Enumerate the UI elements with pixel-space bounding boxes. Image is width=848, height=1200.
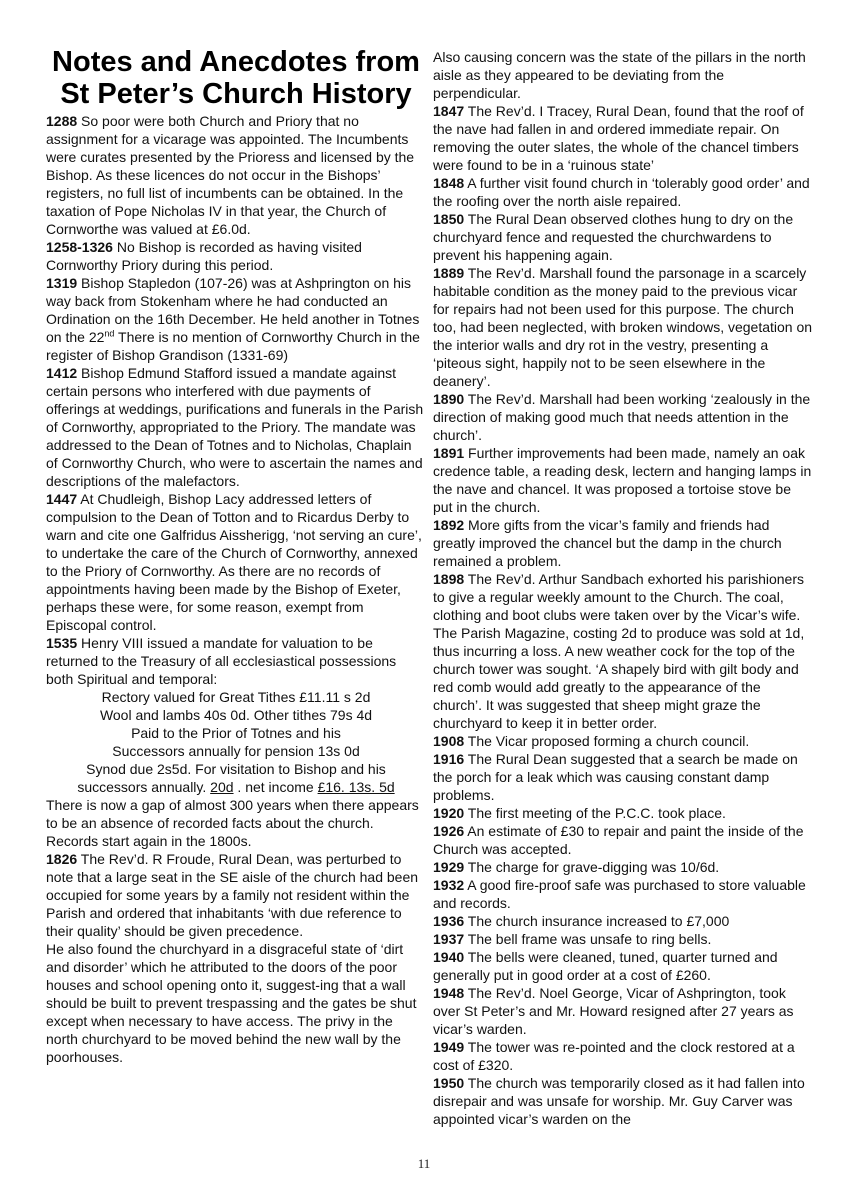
entry-1937 (433, 930, 813, 948)
entry-1929 (433, 858, 813, 876)
entry-year: 1936 (433, 913, 465, 929)
entry-text: More gifts from the vicar’s family and friends had greatly improved the chancel but the damp in the church remained a problem. (433, 517, 782, 569)
valuation-line-6 (46, 778, 426, 796)
entry-text: The Rural Dean observed clothes hung to dry on the churchyard fence and requested the churchwardens to prevent his happening again. (433, 211, 794, 263)
entry-year: 1950 (433, 1075, 465, 1091)
entry-1258-1326 (46, 238, 426, 274)
entry-text: The Rural Dean suggested that a search be made on the porch for a leak which was causing constant damp problems. (433, 751, 798, 803)
entry-year: 1948 (433, 985, 465, 1001)
entry-text: Bishop Edmund Stafford issued a mandate against certain persons who interfered with due payments of offerings at weddings, purifications and funerals in the Parish of Cornworthy, appropriated to the Priory. The mandate was addressed to the Dean of Totnes and to Nicholas, Chaplain of Cornworthy Church, who were to ascertain the names and descriptions of the malefactors. (46, 365, 424, 489)
entry-text: The bell frame was unsafe to ring bells. (464, 931, 712, 947)
superscript: nd (104, 328, 115, 339)
valuation-line-4: Successors annually for pension 13s 0d (112, 743, 360, 759)
left-column (46, 46, 426, 1066)
entry-text: The Rev’d. I Tracey, Rural Dean, found that the roof of the nave had fallen in and ordered immediate repair. On removing the outer slates, the whole of the chancel timbers were found to be in a ‘ruinous state’ (433, 103, 804, 173)
entry-1908 (433, 732, 813, 750)
entry-text: The Rev’d. Marshall had been working ‘zealously in the direction of making good much that needs attention in the church’. (433, 391, 811, 443)
entry-1932 (433, 876, 813, 912)
entry-1916 (433, 750, 813, 804)
valuation-amount: 20d (210, 779, 234, 795)
entry-1926 (433, 822, 813, 858)
net-income-amount: £16. 13s. 5d (317, 779, 395, 795)
entry-text: The Vicar proposed forming a church council. (464, 733, 750, 749)
entry-text: The Rev’d. Noel George, Vicar of Ashprington, took over St Peter’s and Mr. Howard resigned after 27 years as vicar’s warden. (433, 985, 794, 1037)
page-number: 11 (417, 1156, 431, 1171)
entry-1847 (433, 102, 813, 174)
entry-text: So poor were both Church and Priory that no assignment for a vicarage was appointed. The Incumbents were curates presented by the Prioress and licensed by the Bishop. As these licences do not occur in the Bishops’ registers, no full list of incumbents can be obtained. In the taxation of Pope Nicholas IV in that year, the Church of Cornworthe was valued at £6.0d. (46, 113, 415, 237)
entry-1898 (433, 570, 813, 732)
page-title (46, 46, 426, 110)
entry-year: 1890 (433, 391, 465, 407)
valuation-text: . net income (233, 779, 318, 795)
entry-text: At Chudleigh, Bishop Lacy addressed letters of compulsion to the Dean of Totton and to Ricardus Derby to warn and cite one Galfridus Aissherigg, ‘not serving an cure’, to undertake the care of the Church of Cornworthy, annexed to the Priory of Cornworthy. As there are no records of appointments having been made by the Bishop of Exeter, perhaps these were, for some reason, exempt from Episcopal control. (46, 491, 422, 633)
entry-1948 (433, 984, 813, 1038)
entry-year: 1319 (46, 275, 78, 291)
title-line-2: St Peter’s Church History (60, 78, 412, 110)
entry-year: 1932 (433, 877, 465, 893)
entry-1850 (433, 210, 813, 264)
entry-1949 (433, 1038, 813, 1074)
right-column (433, 48, 813, 1128)
entry-text: No Bishop is recorded as having visited Cornworthy Priory during this period. (46, 239, 362, 273)
entry-year: 1949 (433, 1039, 465, 1055)
entry-text: The Rev’d. Arthur Sandbach exhorted his parishioners to give a regular weekly amount to the Church. The coal, clothing and boot clubs were taken over by the Vicar’s wife. The Parish Magazine, costing 2d to produce was sold at 1d, thus incurring a loss. A new weather cock for the top of the church tower was sought. ‘A shapely bird with gilt body and red comb would add greatly to the appearance of the church’. It was suggested that sheep might graze the churchyard to keep it in better order. (433, 571, 805, 731)
valuation-line-3: Paid to the Prior of Totnes and his (131, 725, 341, 741)
entry-text: The charge for grave-digging was 10/6d. (464, 859, 720, 875)
entry-1319 (46, 274, 426, 364)
entry-1936 (433, 912, 813, 930)
entry-1950 (433, 1074, 813, 1128)
entry-1890 (433, 390, 813, 444)
entry-text: Further improvements had been made, namely an oak credence table, a reading desk, lectern and hanging lamps in the nave and chancel. It was proposed a tortoise stove be put in the church. (433, 445, 812, 515)
valuation-line-2: Wool and lambs 40s 0d. Other tithes 79s 4d (99, 707, 373, 723)
entry-year: 1288 (46, 113, 78, 129)
entry-year: 1535 (46, 635, 78, 651)
entry-text: The Rev’d. R Froude, Rural Dean, was perturbed to note that a large seat in the SE aisle of the church had been occupied for some years by a family not resident within the Parish and ordered that inhabitants ‘with due reference to their quality’ should be given precedence. (46, 851, 419, 939)
valuation-line-1: Rectory valued for Great Tithes £11.11 s 2d (101, 689, 371, 705)
entry-year: 1898 (433, 571, 465, 587)
entry-year: 1892 (433, 517, 465, 533)
entry-1826 (46, 850, 426, 940)
entry-text: Henry VIII issued a mandate for valuation to be returned to the Treasury of all ecclesiastical possessions both Spiritual and temporal: (46, 635, 397, 687)
title-line-1: Notes and Anecdotes from (52, 46, 420, 78)
entry-1447 (46, 490, 426, 634)
entry-year: 1258-1326 (46, 239, 113, 255)
entry-text: An estimate of £30 to repair and paint the inside of the Church was accepted. (433, 823, 804, 857)
entry-year: 1929 (433, 859, 465, 875)
entry-text: There is no mention of Cornworthy Church in the register of Bishop Grandison (1331-69) (46, 329, 420, 363)
entry-text: The bells were cleaned, tuned, quarter turned and generally put in good order at a cost of £260. (433, 949, 778, 983)
entry-year: 1412 (46, 365, 78, 381)
entry-text: The church insurance increased to £7,000 (464, 913, 730, 929)
entry-year: 1920 (433, 805, 465, 821)
entry-year: 1447 (46, 491, 78, 507)
entry-text: The church was temporarily closed as it had fallen into disrepair and was unsafe for worship. Mr. Guy Carver was appointed vicar’s warden on the (433, 1075, 805, 1127)
entry-1892 (433, 516, 813, 570)
entry-text: A further visit found church in ‘tolerably good order’ and the roofing over the north aisle repaired. (433, 175, 810, 209)
entry-year: 1847 (433, 103, 465, 119)
entry-1940 (433, 948, 813, 984)
entry-1826-continued: He also found the churchyard in a disgraceful state of ‘dirt and disorder’ which he attributed to the doors of the poor houses and school opening onto it, suggest-ing that a wall should be built to prevent trespassing and the gates be shut except when necessary to have access. The privy in the north churchyard to be moved behind the new wall by the poorhouses. (46, 941, 417, 1065)
entry-1889 (433, 264, 813, 390)
entry-year: 1889 (433, 265, 465, 281)
entry-text: Bishop Stapledon (107-26) was at Ashprington on his way back from Stokenham where he had conducted an Ordination on the 16th December. He held another in Totnes on the 22 (46, 275, 420, 345)
entry-year: 1848 (433, 175, 465, 191)
entry-1288 (46, 112, 426, 238)
entry-1535 (46, 634, 426, 688)
entry-year: 1926 (433, 823, 465, 839)
entry-1920 (433, 804, 813, 822)
entry-year: 1916 (433, 751, 465, 767)
entry-1412 (46, 364, 426, 490)
entry-1848 (433, 174, 813, 210)
valuation-text: successors annually. (77, 779, 211, 795)
entry-1891 (433, 444, 813, 516)
entry-year: 1826 (46, 851, 78, 867)
valuation-line-5: Synod due 2s5d. For visitation to Bishop and his (86, 761, 386, 777)
entry-year: 1850 (433, 211, 465, 227)
entry-text: The Rev’d. Marshall found the parsonage in a scarcely habitable condition as the money paid to the previous vicar for repairs had not been used for this purpose. The church too, had been neglected, with broken windows, vegetation on the interior walls and dry rot in the vestry, presenting a ‘piteous sight, happily not to be seen elsewhere in the deanery’. (433, 265, 813, 389)
entry-year: 1937 (433, 931, 465, 947)
entry-text: The first meeting of the P.C.C. took place. (464, 805, 726, 821)
continued-text: Also causing concern was the state of the pillars in the north aisle as they appeared to be deviating from the perpendicular. (433, 49, 806, 101)
entry-text: A good fire-proof safe was purchased to store valuable and records. (433, 877, 806, 911)
gap-note: There is now a gap of almost 300 years when there appears to be an absence of recorded facts about the church. Records start again in the 1800s. (46, 797, 419, 849)
entry-text: The tower was re-pointed and the clock restored at a cost of £320. (433, 1039, 795, 1073)
entry-year: 1940 (433, 949, 465, 965)
entry-year: 1891 (433, 445, 465, 461)
entry-year: 1908 (433, 733, 465, 749)
